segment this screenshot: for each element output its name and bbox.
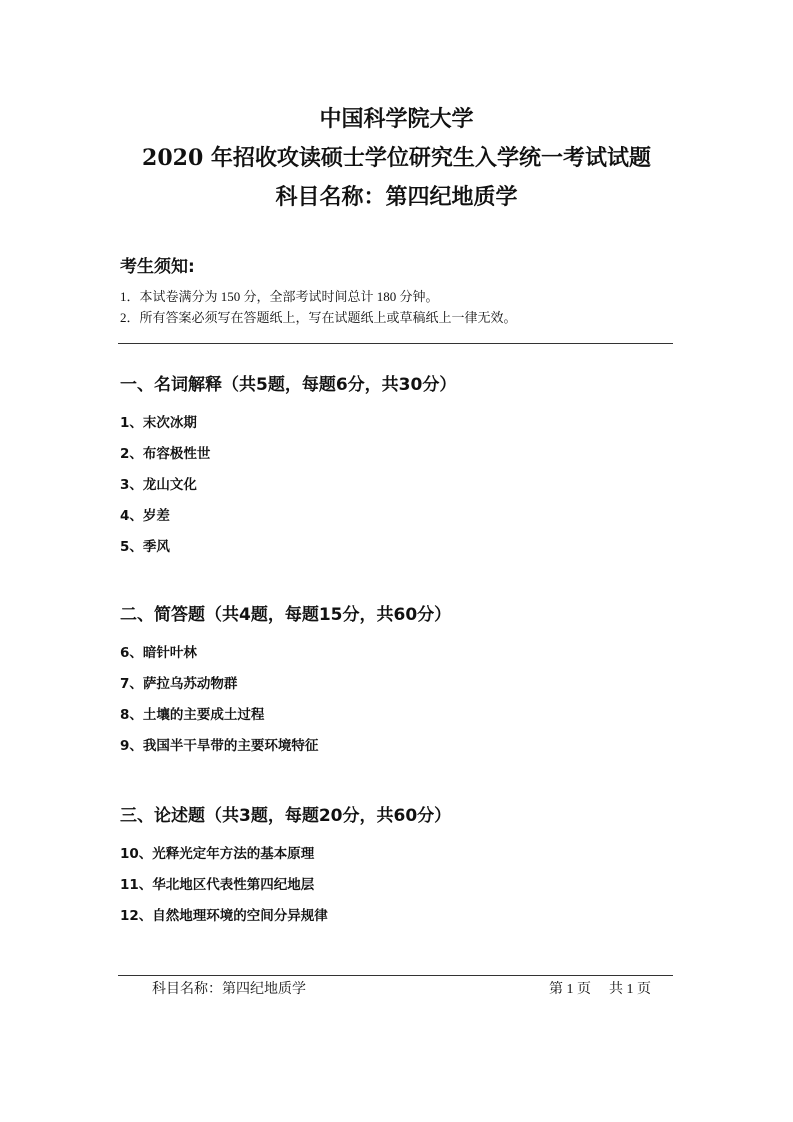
question-item: 3、龙山文化	[120, 477, 197, 493]
candidate-notice	[120, 252, 680, 328]
section-title: 三、论述题（共3题，每题20分，共60分）	[120, 806, 452, 826]
section-essay	[120, 801, 680, 932]
divider	[118, 343, 673, 344]
question-item: 1、末次冰期	[120, 415, 197, 431]
footer-divider	[118, 975, 673, 976]
question-item: 5、季风	[120, 539, 170, 555]
question-item: 8、土壤的主要成土过程	[120, 707, 265, 723]
question-item: 6、暗针叶林	[120, 645, 197, 661]
question-item: 12、自然地理环境的空间分异规律	[120, 908, 328, 924]
notice-item: 2．所有答案必须写在答题纸上，写在试题纸上或草稿纸上一律无效。	[120, 310, 517, 325]
section-short-answer	[120, 600, 680, 762]
question-item: 11、华北地区代表性第四纪地层	[120, 877, 315, 893]
question-item: 9、我国半干旱带的主要环境特征	[120, 738, 319, 754]
footer-subject: 科目名称：第四纪地质学	[152, 982, 306, 997]
question-item: 10、光释光定年方法的基本原理	[120, 846, 315, 862]
notice-item: 1．本试卷满分为 150 分，全部考试时间总计 180 分钟。	[120, 289, 439, 304]
question-item: 4、岁差	[120, 508, 170, 524]
notice-title: 考生须知:	[120, 257, 195, 277]
page-number	[549, 978, 651, 998]
question-item: 2、布容极性世	[120, 446, 211, 462]
question-item: 7、萨拉乌苏动物群	[120, 676, 238, 692]
subject-title: 科目名称：第四纪地质学	[275, 184, 518, 210]
exam-title: 2020 年招收攻读硕士学位研究生入学统一考试试题	[142, 145, 651, 171]
section-title: 一、名词解释（共5题，每题6分，共30分）	[120, 375, 457, 395]
section-definitions	[120, 370, 680, 563]
exam-header	[0, 100, 793, 217]
total-pages: 共 1 页	[609, 982, 651, 997]
section-title: 二、简答题（共4题，每题15分，共60分）	[120, 605, 452, 625]
current-page: 第 1 页	[549, 982, 591, 997]
university-name: 中国科学院大学	[319, 106, 474, 132]
